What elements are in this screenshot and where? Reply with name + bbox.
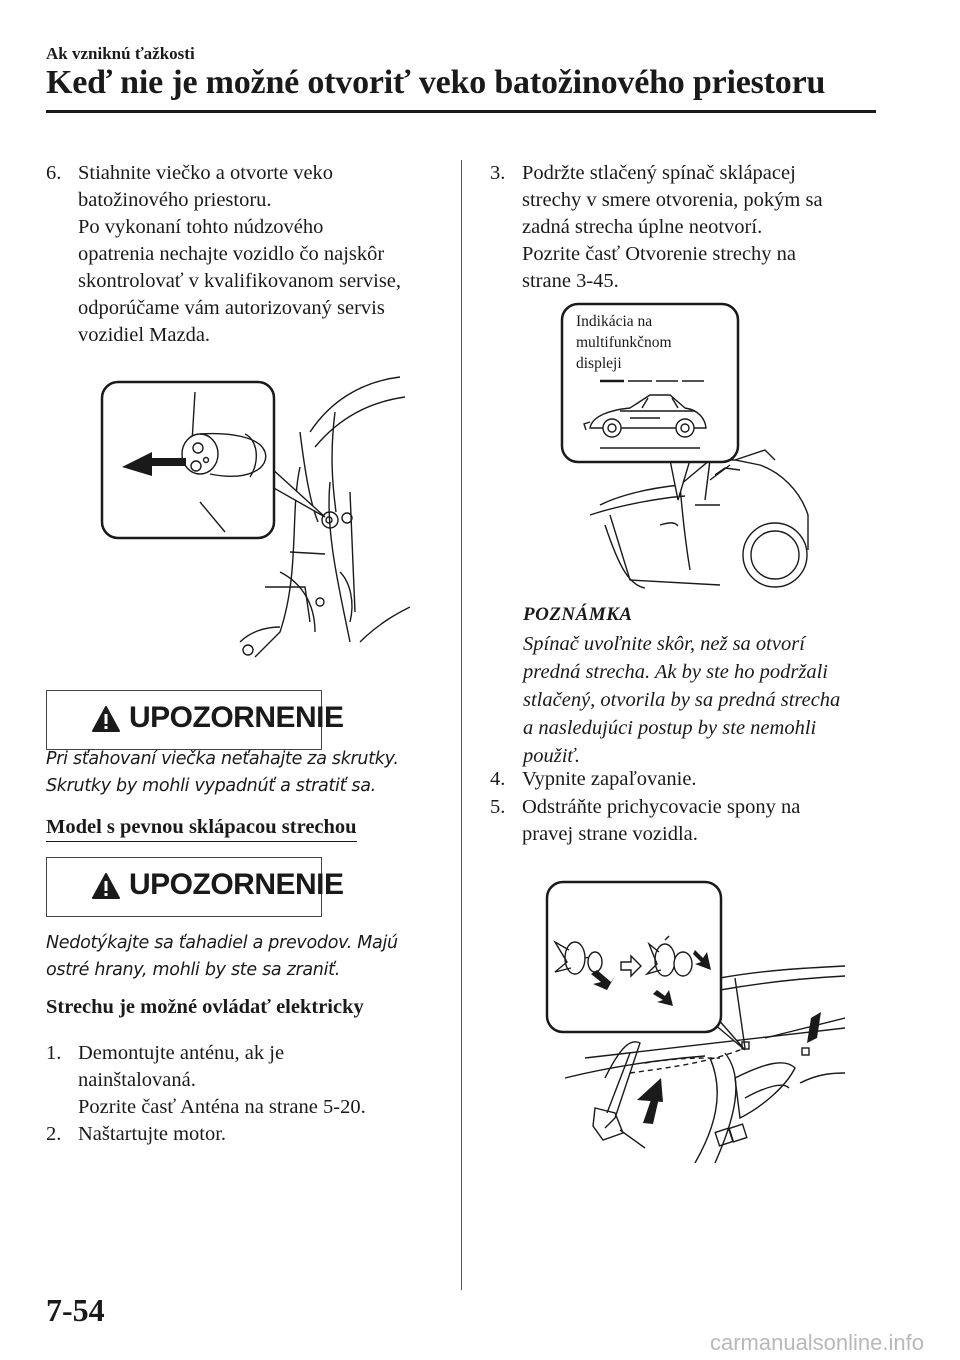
column-divider [461, 160, 462, 1290]
caution-box-1 [46, 690, 344, 750]
step-line: Podržte stlačený spínač sklápacej [522, 162, 796, 184]
note-line: a nasledujúci postup by ste nemohli [523, 717, 817, 739]
model-heading [46, 816, 357, 842]
warning-icon [91, 705, 121, 733]
step-5 [490, 794, 910, 848]
step-1 [46, 1040, 446, 1121]
step-line: Pozrite časť Anténa na strane 5-20. [78, 1096, 366, 1118]
warning-icon [91, 872, 121, 900]
section-label: Ak vzniknú ťažkosti [46, 44, 195, 63]
step-line: vozidiel Mazda. [78, 324, 211, 346]
step-line: Po vykonaní tohto núdzového [78, 216, 324, 238]
caution-line: Skrutky by mohli vypadnúť a stratiť sa. [46, 776, 376, 796]
title-rule [46, 110, 876, 113]
step-number: 5. [490, 796, 506, 818]
note-body [523, 630, 903, 770]
caution-line: Nedotýkajte sa ťahadiel a prevodov. Majú [46, 933, 398, 953]
callout-line: displeji [576, 355, 622, 372]
page-number: 7-54 [46, 1292, 105, 1328]
step-line: opatrenia nechajte vozidlo čo najskôr [78, 243, 385, 265]
retaining-clips-illustration [545, 878, 845, 1163]
step-3 [490, 160, 910, 295]
step-line: batožinového priestoru. [78, 189, 272, 211]
step-6 [46, 160, 446, 349]
step-number: 2. [46, 1123, 62, 1145]
step-line: Naštartujte motor. [78, 1123, 227, 1145]
step-line: odporúčame vám autorizovaný servis [78, 297, 385, 319]
callout-line: multifunkčnom [576, 334, 672, 351]
caution-label: UPOZORNENIE [129, 868, 344, 901]
electric-heading: Strechu je možné ovládať elektricky [46, 996, 364, 1018]
step-line: Stiahnite viečko a otvorte veko [78, 162, 334, 184]
step-4 [490, 766, 910, 793]
step-line: strechy v smere otvorenia, pokým sa [522, 189, 823, 211]
step-number: 3. [490, 162, 506, 184]
step-line: Odstráňte prichycovacie spony na [522, 796, 801, 818]
note-line: stlačený, otvorila by sa predná strecha [523, 689, 841, 711]
model-heading-text: Model s pevnou sklápacou strechou [46, 816, 357, 842]
caution-text-2 [46, 930, 398, 984]
caution-line: Pri sťahovaní viečka neťahajte za skrutky. [46, 749, 399, 769]
step-line: zadná strecha úplne neotvorí. [522, 216, 763, 238]
roof-display-illustration [560, 300, 810, 590]
note-line: predná strecha. Ak by ste ho podržali [523, 661, 828, 683]
note-line: Spínač uvoľnite skôr, než sa otvorí [523, 633, 805, 655]
caution-line: ostré hrany, mohli by ste sa zraniť. [46, 960, 340, 980]
step-line: nainštalovaná. [78, 1069, 196, 1091]
page-title: Keď nie je možné otvoriť veko batožinového priestoru [46, 64, 826, 101]
step-2 [46, 1121, 446, 1148]
note-line: použiť. [523, 745, 581, 767]
step-number: 4. [490, 768, 506, 790]
step-line: Demontujte anténu, ak je [78, 1042, 285, 1064]
step-number: 6. [46, 162, 62, 184]
step-line: strane 3-45. [522, 270, 619, 292]
step-number: 1. [46, 1042, 62, 1064]
caution-text-1 [46, 746, 399, 800]
step-line: Vypnite zapaľovanie. [522, 768, 697, 790]
callout-line: Indikácia na [576, 313, 653, 330]
step-line: pravej strane vozidla. [522, 823, 698, 845]
note-title: POZNÁMKA [523, 604, 633, 625]
step-line: skontrolovať v kvalifikovanom servise, [78, 270, 402, 292]
watermark: carmanualsonline.info [709, 1330, 924, 1355]
caution-box-2 [46, 857, 344, 917]
trunk-release-illustration [100, 372, 410, 667]
step-line: Pozrite časť Otvorenie strechy na [522, 243, 797, 265]
caution-label: UPOZORNENIE [129, 701, 344, 734]
